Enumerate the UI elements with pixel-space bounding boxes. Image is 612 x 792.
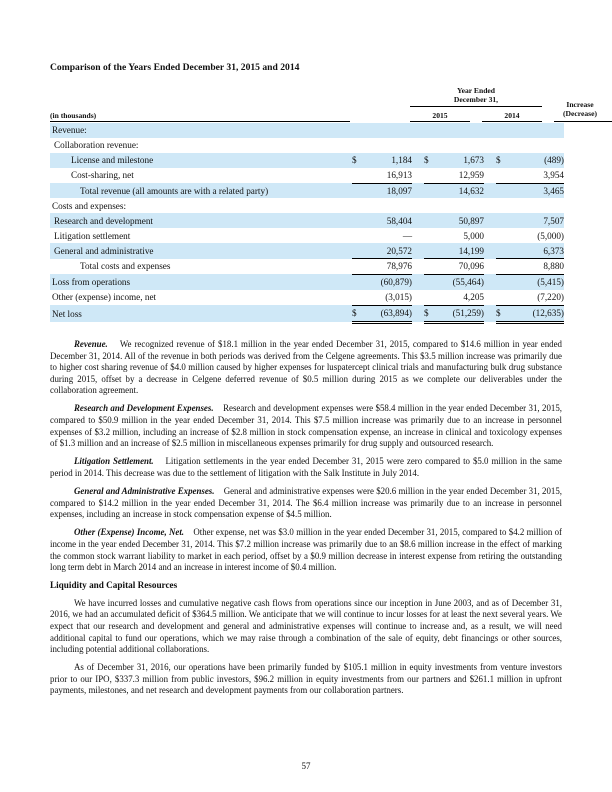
- value-2014: 70,096: [434, 259, 484, 275]
- liquidity-heading: Liquidity and Capital Resources: [50, 580, 178, 591]
- currency-symbol: [424, 138, 434, 153]
- table-row: [50, 228, 564, 243]
- value-2015: 20,572: [362, 243, 412, 258]
- currency-symbol: [424, 290, 434, 305]
- value-2014: (51,259): [434, 305, 484, 322]
- paragraph-text: Research and development expenses were $58.4 million in the year ended December 31, 2015, compared to $50.9 million in the year ended December 31, 2014. This $7.5 million increase was primarily due to an increase in personnel expenses of $3.2 million, including an increase of $2.8 million in stock compensation expense, an increase in clinical and toxicology expenses of $1.3 million and an increase of $2.5 million in miscellaneous expenses primarily for drug supply and outsourced research.: [50, 403, 562, 449]
- spacer: [412, 168, 424, 183]
- value-2014: [434, 138, 484, 153]
- currency-symbol: [496, 168, 506, 183]
- value-2015: 1,184: [362, 153, 412, 168]
- value-change: [506, 123, 564, 138]
- narrative-paragraph: [50, 527, 562, 573]
- spacer: [484, 259, 496, 275]
- liquidity-paragraphs: [50, 598, 562, 697]
- value-2015: (3,015): [362, 290, 412, 305]
- currency-symbol: [424, 213, 434, 228]
- narrative-paragraph: [50, 403, 562, 449]
- header-underline: [482, 121, 542, 122]
- narrative-paragraph: [50, 339, 562, 397]
- increase-header: Increase (Decrease): [562, 100, 597, 118]
- row-label: Total revenue (all amounts are with a related party): [50, 183, 352, 198]
- value-2014: 1,673: [434, 153, 484, 168]
- header-underline: [50, 121, 350, 122]
- value-2015: 16,913: [362, 168, 412, 183]
- spacer: [412, 305, 424, 322]
- value-2015: [362, 198, 412, 213]
- spacer: [484, 290, 496, 305]
- currency-symbol: [352, 243, 362, 258]
- currency-symbol: $: [352, 305, 362, 322]
- row-label: Cost-sharing, net: [71, 170, 134, 181]
- value-change: 3,954: [506, 168, 564, 183]
- currency-symbol: [424, 123, 434, 138]
- value-2015: 78,976: [362, 259, 412, 275]
- currency-symbol: [496, 228, 506, 243]
- header-underline: [410, 121, 470, 122]
- value-2014: [434, 123, 484, 138]
- currency-symbol: [496, 274, 506, 289]
- value-2015: 18,097: [362, 183, 412, 198]
- currency-symbol: [424, 259, 434, 275]
- value-change: 6,373: [506, 243, 564, 258]
- spacer: [412, 228, 424, 243]
- page-number: 57: [301, 761, 311, 771]
- currency-symbol: [352, 228, 362, 243]
- row-label: Collaboration revenue:: [54, 140, 139, 151]
- spacer: [412, 290, 424, 305]
- spacer: [484, 153, 496, 168]
- currency-symbol: [496, 290, 506, 305]
- currency-symbol: [424, 198, 434, 213]
- year-ended-header: Year Ended December 31,: [453, 86, 499, 104]
- value-2014: 5,000: [463, 230, 484, 241]
- currency-symbol: [424, 168, 434, 183]
- spacer: [484, 274, 496, 289]
- currency-symbol: [496, 198, 506, 213]
- currency-symbol: [496, 183, 506, 198]
- currency-symbol: [352, 213, 362, 228]
- currency-symbol: [352, 274, 362, 289]
- liquidity-paragraph: We have incurred losses and cumulative negative cash flows from operations since our inception in June 2003, and as of December 31, 2016, we had an accumulated deficit of $364.5 million. We anticipate that we will continue to incur losses for at least the next several years. We expect that our research and development and general and administrative expenses will continue to increase and, as a result, we will need additional capital to fund our operations, which we may raise through a combination of the sale of equity, debt financings or other sources, including potential additional collaborations.: [50, 597, 562, 655]
- spacer: [484, 228, 496, 243]
- value-change: [506, 198, 564, 213]
- spacer: [484, 213, 496, 228]
- table-row: [50, 168, 564, 183]
- spacer: [412, 274, 424, 289]
- value-2014: 50,897: [434, 213, 484, 228]
- table-row: [50, 123, 564, 138]
- value-change: (489): [506, 153, 564, 168]
- table-row: [50, 183, 564, 198]
- paragraph-heading: Revenue.: [74, 339, 108, 349]
- row-label: General and administrative: [50, 243, 352, 258]
- table-row: [50, 198, 564, 213]
- spacer: [484, 138, 496, 153]
- header-divider: [410, 106, 542, 107]
- currency-symbol: $: [424, 153, 434, 168]
- table-row: [50, 138, 564, 153]
- value-change: 3,465: [506, 183, 564, 198]
- paragraph-text: Other expense, net was $3.0 million in the year ended December 31, 2015, compared to $4.2 million of income in the year ended December 31, 2014. This $7.2 million increase was primarily due to an $8.6 million increase in the effect of marking the common stock warrant liability to market in each period, offset by a $0.9 million decrease in interest expense from retiring the outstanding long term debt in March 2014 and an increase in interest income of $0.4 million.: [50, 527, 562, 573]
- value-change: 7,507: [506, 213, 564, 228]
- table-row: [50, 259, 564, 275]
- paragraph-text: We recognized revenue of $18.1 million in the year ended December 31, 2015, compared to $14.6 million in year ended December 31, 2014. All of the revenue in both periods was derived from the Celgene agreements. This $3.5 million increase was primarily due to higher cost sharing revenue of $4.0 million caused by higher expenses for luspatercept clinical trials and manufacturing bulk drug substance during 2015, offset by a decrease in Celgene deferred revenue of $0.5 million during 2015 as we complete our deliverables under the collaboration agreement.: [50, 339, 562, 396]
- spacer: [412, 123, 424, 138]
- column-header-row: [50, 111, 562, 121]
- liquidity-paragraph: As of December 31, 2016, our operations have been primarily funded by $105.1 million in equity investments from venture investors prior to our IPO, $337.3 million from public investors, $96.2 million in equity investments from our partners and $261.1 million in upfront payments, milestones, and net research and development payments from our collaboration partners.: [50, 662, 562, 696]
- unit-label: (in thousands): [50, 111, 97, 120]
- spacer: [484, 198, 496, 213]
- paragraph-heading: Other (Expense) Income, Net.: [74, 527, 185, 538]
- spacer: [484, 305, 496, 322]
- spacer: [412, 259, 424, 275]
- currency-symbol: [352, 198, 362, 213]
- section-title: Comparison of the Years Ended December 31, 2015 and 2014: [50, 62, 300, 73]
- row-label: Total costs and expenses: [80, 261, 171, 272]
- currency-symbol: [352, 259, 362, 275]
- spacer: [484, 243, 496, 258]
- value-change: (5,000): [537, 230, 564, 241]
- currency-symbol: [424, 228, 434, 243]
- table-row: [50, 274, 564, 289]
- currency-symbol: $: [496, 153, 506, 168]
- currency-symbol: [352, 138, 362, 153]
- results-paragraphs: [50, 339, 562, 574]
- header-underline: [554, 121, 612, 122]
- spacer: [412, 153, 424, 168]
- spacer: [484, 168, 496, 183]
- currency-symbol: [496, 138, 506, 153]
- financial-comparison-table: [50, 123, 564, 324]
- spacer: [484, 183, 496, 198]
- table-row: [50, 153, 564, 168]
- currency-symbol: [352, 168, 362, 183]
- row-label: Costs and expenses:: [52, 200, 127, 211]
- narrative-section: [50, 339, 562, 704]
- value-2015: —: [402, 230, 412, 241]
- spacer: [412, 243, 424, 258]
- narrative-paragraph: [50, 486, 562, 521]
- value-change: [506, 138, 564, 153]
- table-row: [50, 243, 564, 258]
- col-2014-header: 2014: [504, 111, 520, 120]
- currency-symbol: [496, 123, 506, 138]
- narrative-paragraph: [50, 456, 562, 479]
- currency-symbol: [496, 259, 506, 275]
- value-2014: 4,205: [434, 290, 484, 305]
- value-change: (7,220): [506, 290, 564, 305]
- currency-symbol: [496, 213, 506, 228]
- row-label: Other (expense) income, net: [52, 292, 157, 303]
- currency-symbol: [424, 243, 434, 258]
- table-row: [50, 290, 564, 305]
- value-2015: [362, 138, 412, 153]
- value-2015: [362, 123, 412, 138]
- paragraph-heading: Research and Development Expenses.: [74, 403, 214, 414]
- value-2014: 14,632: [434, 183, 484, 198]
- value-2015: (63,894): [362, 305, 412, 322]
- value-2014: (55,464): [434, 274, 484, 289]
- spacer: [412, 183, 424, 198]
- row-label: Revenue:: [50, 123, 352, 138]
- currency-symbol: $: [352, 153, 362, 168]
- row-label: Research and development: [50, 213, 352, 228]
- paragraph-text: General and administrative expenses were $20.6 million in the year ended December 31, 2015, compared to $14.2 million in the year ended December 31, 2014. The $6.4 million increase was primarily due to an increase in personnel expenses, including an increase in stock compensation expense of $4.5 million.: [50, 486, 562, 520]
- currency-symbol: [352, 290, 362, 305]
- paragraph-text: Litigation settlements in the year ended December 31, 2015 were zero compared to $5.0 million in the same period in 2014. This decrease was due to the settlement of litigation with the Salk Institute in July 2014.: [50, 456, 562, 478]
- currency-symbol: [352, 123, 362, 138]
- spacer: [412, 138, 424, 153]
- spacer: [412, 213, 424, 228]
- currency-symbol: [496, 243, 506, 258]
- currency-symbol: [424, 183, 434, 198]
- currency-symbol: $: [496, 305, 506, 322]
- value-change: (5,415): [506, 274, 564, 289]
- currency-symbol: [352, 183, 362, 198]
- row-label: License and milestone: [50, 153, 352, 168]
- value-2015: 58,404: [362, 213, 412, 228]
- value-change: 8,880: [506, 259, 564, 275]
- paragraph-heading: Litigation Settlement.: [74, 456, 154, 467]
- value-2015: (60,879): [362, 274, 412, 289]
- currency-symbol: $: [424, 305, 434, 322]
- col-2015-header: 2015: [432, 111, 448, 120]
- value-change: (12,635): [506, 305, 564, 322]
- paragraph-heading: General and Administrative Expenses.: [74, 486, 215, 497]
- table-row: [50, 213, 564, 228]
- row-label: Net loss: [50, 305, 352, 322]
- value-2014: [434, 198, 484, 213]
- spacer: [484, 123, 496, 138]
- row-label: Loss from operations: [50, 274, 352, 289]
- table-row: [50, 305, 564, 322]
- row-label: Litigation settlement: [54, 230, 131, 241]
- value-2014: 14,199: [434, 243, 484, 258]
- spacer: [412, 198, 424, 213]
- currency-symbol: [424, 274, 434, 289]
- value-2014: 12,959: [434, 168, 484, 183]
